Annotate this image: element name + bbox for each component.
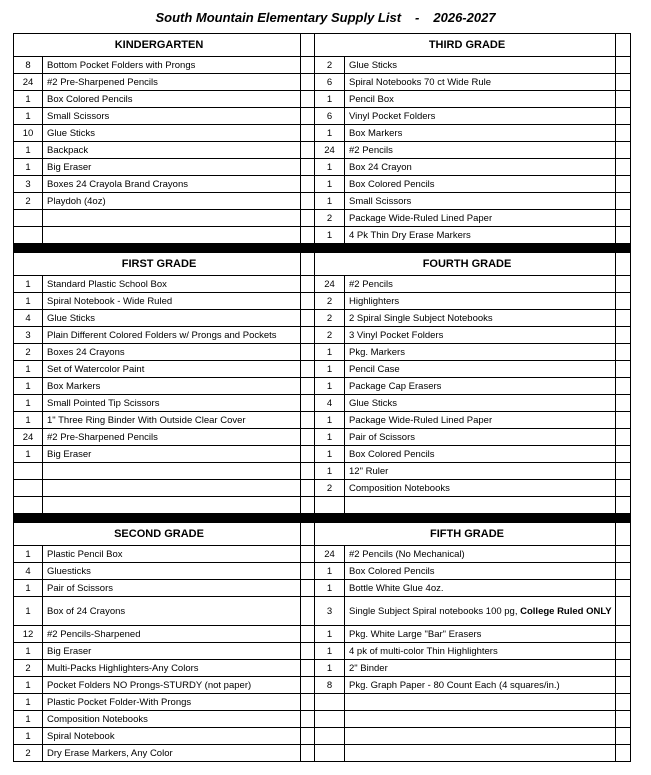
table-row: [14, 463, 631, 480]
divider-bar: [14, 514, 631, 523]
spacer-cell: [616, 344, 631, 361]
spacer-cell: [616, 412, 631, 429]
item-name: [43, 210, 301, 227]
item-name: 2" Binder: [345, 660, 616, 677]
item-name: Playdoh (4oz): [43, 193, 301, 210]
item-qty: 1: [315, 361, 345, 378]
spacer-cell: [301, 227, 315, 244]
spacer-cell: [301, 412, 315, 429]
spacer-cell: [616, 91, 631, 108]
item-qty: 8: [315, 677, 345, 694]
item-qty: 1: [14, 276, 43, 293]
school-years: 2026-2027: [433, 10, 496, 25]
spacer-cell: [301, 597, 315, 626]
item-qty: 24: [14, 74, 43, 91]
item-qty: 6: [315, 108, 345, 125]
item-name: 2 Spiral Single Subject Notebooks: [345, 310, 616, 327]
spacer-cell: [301, 210, 315, 227]
item-qty: 1: [315, 176, 345, 193]
section-header: [14, 523, 631, 546]
spacer-cell: [616, 563, 631, 580]
spacer-cell: [616, 227, 631, 244]
spacer-cell: [301, 580, 315, 597]
item-qty: 1: [14, 361, 43, 378]
spacer-cell: [301, 108, 315, 125]
item-qty: 1: [315, 446, 345, 463]
spacer-cell: [616, 523, 631, 546]
table-row: [14, 227, 631, 244]
item-name: Box Colored Pencils: [345, 563, 616, 580]
item-qty: 1: [315, 626, 345, 643]
item-name: Multi-Packs Highlighters-Any Colors: [43, 660, 301, 677]
item-qty: 1: [315, 91, 345, 108]
item-name: Backpack: [43, 142, 301, 159]
item-name: Pkg. Graph Paper - 80 Count Each (4 squares/in.): [345, 677, 616, 694]
item-name: 12" Ruler: [345, 463, 616, 480]
table-row: [14, 446, 631, 463]
item-qty: 1: [315, 429, 345, 446]
section-header: [14, 34, 631, 57]
spacer-cell: [616, 253, 631, 276]
item-name: Spiral Notebook - Wide Ruled: [43, 293, 301, 310]
table-row: [14, 378, 631, 395]
item-qty: 24: [14, 429, 43, 446]
item-name: Plastic Pencil Box: [43, 546, 301, 563]
item-name: Gluesticks: [43, 563, 301, 580]
item-name: #2 Pencils (No Mechanical): [345, 546, 616, 563]
item-name: Big Eraser: [43, 643, 301, 660]
spacer-cell: [301, 643, 315, 660]
spacer-cell: [301, 480, 315, 497]
item-name: Big Eraser: [43, 159, 301, 176]
item-name: Small Scissors: [345, 193, 616, 210]
spacer-cell: [301, 745, 315, 762]
spacer-cell: [616, 546, 631, 563]
item-name: 4 Pk Thin Dry Erase Markers: [345, 227, 616, 244]
item-qty: 1: [14, 108, 43, 125]
item-qty: [14, 497, 43, 514]
item-qty: 1: [14, 694, 43, 711]
item-qty: 1: [315, 660, 345, 677]
item-qty: 4: [14, 563, 43, 580]
item-qty: 2: [315, 293, 345, 310]
item-name: [43, 463, 301, 480]
item-name: #2 Pencils: [345, 142, 616, 159]
table-row: [14, 677, 631, 694]
spacer-cell: [301, 378, 315, 395]
spacer-cell: [616, 108, 631, 125]
spacer-cell: [301, 563, 315, 580]
item-name: Pkg. White Large "Bar" Erasers: [345, 626, 616, 643]
item-name: Bottom Pocket Folders with Prongs: [43, 57, 301, 74]
item-qty: 1: [14, 580, 43, 597]
table-row: [14, 580, 631, 597]
page-title: [0, 10, 651, 25]
item-qty: 1: [14, 142, 43, 159]
item-qty: 1: [14, 378, 43, 395]
spacer-cell: [301, 74, 315, 91]
item-qty: 1: [315, 159, 345, 176]
spacer-cell: [301, 446, 315, 463]
spacer-cell: [616, 395, 631, 412]
item-qty: 1: [14, 446, 43, 463]
spacer-cell: [301, 293, 315, 310]
item-name: Pencil Box: [345, 91, 616, 108]
spacer-cell: [301, 626, 315, 643]
item-name: [43, 480, 301, 497]
item-name: Package Wide-Ruled Lined Paper: [345, 210, 616, 227]
item-name: #2 Pencils-Sharpened: [43, 626, 301, 643]
spacer-cell: [616, 310, 631, 327]
item-name: 3 Vinyl Pocket Folders: [345, 327, 616, 344]
table-row: [14, 327, 631, 344]
item-qty: 2: [14, 344, 43, 361]
table-row: [14, 193, 631, 210]
item-qty: 24: [315, 276, 345, 293]
item-qty: 3: [315, 597, 345, 626]
spacer-cell: [616, 293, 631, 310]
item-name: #2 Pencils: [345, 276, 616, 293]
spacer-cell: [301, 125, 315, 142]
table-row: [14, 108, 631, 125]
item-qty: 1: [14, 597, 43, 626]
item-name: [345, 728, 616, 745]
item-name: Pencil Case: [345, 361, 616, 378]
item-name: Vinyl Pocket Folders: [345, 108, 616, 125]
item-qty: 1: [14, 677, 43, 694]
spacer-cell: [616, 745, 631, 762]
table-row: [14, 694, 631, 711]
item-qty: 1: [315, 193, 345, 210]
spacer-cell: [616, 142, 631, 159]
spacer-cell: [616, 361, 631, 378]
spacer-cell: [616, 694, 631, 711]
item-name: Glue Sticks: [43, 310, 301, 327]
item-name: Box Colored Pencils: [345, 176, 616, 193]
table-row: [14, 728, 631, 745]
item-name: Small Scissors: [43, 108, 301, 125]
item-qty: 1: [315, 227, 345, 244]
item-qty: 2: [14, 193, 43, 210]
item-name: Plastic Pocket Folder-With Prongs: [43, 694, 301, 711]
item-qty: 1: [14, 546, 43, 563]
item-name: [43, 227, 301, 244]
spacer-cell: [301, 193, 315, 210]
item-name: Composition Notebooks: [43, 711, 301, 728]
spacer-cell: [301, 253, 315, 276]
item-qty: 8: [14, 57, 43, 74]
spacer-cell: [616, 429, 631, 446]
item-name: Standard Plastic School Box: [43, 276, 301, 293]
spacer-cell: [616, 176, 631, 193]
section-divider: [14, 244, 631, 253]
grade-heading: FIRST GRADE: [14, 253, 301, 276]
item-qty: 1: [14, 711, 43, 728]
item-qty: 1: [315, 125, 345, 142]
item-qty: 2: [315, 310, 345, 327]
item-qty: 24: [315, 142, 345, 159]
item-qty: 4: [14, 310, 43, 327]
spacer-cell: [616, 597, 631, 626]
spacer-cell: [301, 57, 315, 74]
item-qty: 1: [14, 412, 43, 429]
item-qty: [315, 497, 345, 514]
table-row: [14, 597, 631, 626]
item-qty: 1: [315, 643, 345, 660]
item-name: [345, 711, 616, 728]
item-name: Pocket Folders NO Prongs-STURDY (not paper): [43, 677, 301, 694]
grade-heading: THIRD GRADE: [315, 34, 616, 57]
table-row: [14, 361, 631, 378]
item-name: Pair of Scissors: [43, 580, 301, 597]
spacer-cell: [616, 276, 631, 293]
spacer-cell: [301, 142, 315, 159]
spacer-cell: [301, 546, 315, 563]
item-name: Bottle White Glue 4oz.: [345, 580, 616, 597]
item-qty: [315, 728, 345, 745]
item-name-emphasis: College Ruled ONLY: [520, 605, 612, 617]
spacer-cell: [301, 463, 315, 480]
item-qty: [315, 694, 345, 711]
item-name: Composition Notebooks: [345, 480, 616, 497]
item-name: Box Markers: [43, 378, 301, 395]
spacer-cell: [616, 378, 631, 395]
table-row: [14, 711, 631, 728]
spacer-cell: [616, 159, 631, 176]
item-qty: 1: [315, 344, 345, 361]
spacer-cell: [616, 711, 631, 728]
spacer-cell: [301, 361, 315, 378]
spacer-cell: [616, 74, 631, 91]
title-separator: -: [415, 10, 420, 25]
spacer-cell: [301, 523, 315, 546]
item-qty: 1: [14, 91, 43, 108]
item-qty: [315, 745, 345, 762]
table-row: [14, 142, 631, 159]
table-row: [14, 210, 631, 227]
spacer-cell: [301, 711, 315, 728]
spacer-cell: [301, 344, 315, 361]
divider-bar: [14, 244, 631, 253]
item-name: Dry Erase Markers, Any Color: [43, 745, 301, 762]
item-name: Package Wide-Ruled Lined Paper: [345, 412, 616, 429]
grade-heading: SECOND GRADE: [14, 523, 301, 546]
item-qty: 2: [315, 480, 345, 497]
item-name: Spiral Notebooks 70 ct Wide Rule: [345, 74, 616, 91]
item-name: [345, 694, 616, 711]
item-qty: 6: [315, 74, 345, 91]
item-qty: 1: [315, 563, 345, 580]
table-row: [14, 563, 631, 580]
item-name: Box Colored Pencils: [345, 446, 616, 463]
item-name: Box of 24 Crayons: [43, 597, 301, 626]
spacer-cell: [301, 660, 315, 677]
item-name: Box Markers: [345, 125, 616, 142]
item-name: Small Pointed Tip Scissors: [43, 395, 301, 412]
spacer-cell: [616, 57, 631, 74]
item-qty: 12: [14, 626, 43, 643]
spacer-cell: [616, 580, 631, 597]
grade-heading: FIFTH GRADE: [315, 523, 616, 546]
item-qty: 24: [315, 546, 345, 563]
item-name: [345, 497, 616, 514]
item-name: 4 pk of multi-color Thin Highlighters: [345, 643, 616, 660]
item-name: Box Colored Pencils: [43, 91, 301, 108]
item-qty: 1: [315, 378, 345, 395]
table-row: [14, 546, 631, 563]
table-row: [14, 395, 631, 412]
item-qty: 1: [14, 159, 43, 176]
section-header: [14, 253, 631, 276]
item-name: [345, 745, 616, 762]
spacer-cell: [616, 463, 631, 480]
spacer-cell: [616, 446, 631, 463]
item-qty: 2: [315, 210, 345, 227]
grade-heading: FOURTH GRADE: [315, 253, 616, 276]
spacer-cell: [301, 310, 315, 327]
item-name: #2 Pre-Sharpened Pencils: [43, 429, 301, 446]
table-row: [14, 293, 631, 310]
item-qty: [315, 711, 345, 728]
item-qty: 1: [315, 580, 345, 597]
spacer-cell: [616, 480, 631, 497]
table-row: [14, 276, 631, 293]
item-name-text: Single Subject Spiral notebooks 100 pg,: [349, 605, 521, 617]
section-divider: [14, 514, 631, 523]
table-row: [14, 176, 631, 193]
item-name: Pair of Scissors: [345, 429, 616, 446]
spacer-cell: [616, 677, 631, 694]
item-qty: 2: [14, 745, 43, 762]
item-name: Pkg. Markers: [345, 344, 616, 361]
table-row: [14, 74, 631, 91]
spacer-cell: [301, 395, 315, 412]
item-qty: 2: [315, 327, 345, 344]
spacer-cell: [301, 694, 315, 711]
item-name: Boxes 24 Crayons: [43, 344, 301, 361]
item-qty: 1: [14, 293, 43, 310]
school-title: South Mountain Elementary Supply List: [155, 10, 402, 25]
item-name: Package Cap Erasers: [345, 378, 616, 395]
spacer-cell: [301, 176, 315, 193]
item-name: Spiral Notebook: [43, 728, 301, 745]
spacer-cell: [301, 91, 315, 108]
item-qty: [14, 463, 43, 480]
grade-heading: KINDERGARTEN: [14, 34, 301, 57]
item-name: Glue Sticks: [345, 57, 616, 74]
item-qty: 1: [14, 643, 43, 660]
spacer-cell: [616, 210, 631, 227]
item-qty: 4: [315, 395, 345, 412]
spacer-cell: [616, 728, 631, 745]
item-name: 1" Three Ring Binder With Outside Clear Cover: [43, 412, 301, 429]
item-qty: 1: [14, 728, 43, 745]
item-qty: [14, 210, 43, 227]
table-row: [14, 91, 631, 108]
item-qty: 2: [315, 57, 345, 74]
spacer-cell: [301, 276, 315, 293]
table-row: [14, 57, 631, 74]
item-qty: 10: [14, 125, 43, 142]
table-row: [14, 344, 631, 361]
spacer-cell: [616, 497, 631, 514]
table-row: [14, 660, 631, 677]
table-row: [14, 626, 631, 643]
spacer-cell: [301, 497, 315, 514]
item-name: Plain Different Colored Folders w/ Prongs and Pockets: [43, 327, 301, 344]
table-row: [14, 480, 631, 497]
spacer-cell: [301, 34, 315, 57]
spacer-cell: [616, 643, 631, 660]
item-qty: 3: [14, 176, 43, 193]
item-name: Glue Sticks: [345, 395, 616, 412]
spacer-cell: [301, 677, 315, 694]
spacer-cell: [616, 125, 631, 142]
item-name: [43, 497, 301, 514]
spacer-cell: [301, 159, 315, 176]
item-name: Glue Sticks: [43, 125, 301, 142]
spacer-cell: [616, 34, 631, 57]
supply-table: [13, 33, 631, 762]
spacer-cell: [616, 626, 631, 643]
item-name: Big Eraser: [43, 446, 301, 463]
table-row: [14, 745, 631, 762]
item-qty: 1: [14, 395, 43, 412]
table-row: [14, 125, 631, 142]
spacer-cell: [616, 193, 631, 210]
item-name: Set of Watercolor Paint: [43, 361, 301, 378]
spacer-cell: [301, 429, 315, 446]
table-row: [14, 412, 631, 429]
item-name: Box 24 Crayon: [345, 159, 616, 176]
item-name: [345, 597, 616, 626]
table-row: [14, 497, 631, 514]
item-name: Boxes 24 Crayola Brand Crayons: [43, 176, 301, 193]
item-name: Highlighters: [345, 293, 616, 310]
table-row: [14, 429, 631, 446]
item-qty: 3: [14, 327, 43, 344]
table-row: [14, 310, 631, 327]
item-qty: 1: [315, 412, 345, 429]
spacer-cell: [301, 327, 315, 344]
item-qty: 2: [14, 660, 43, 677]
item-qty: [14, 227, 43, 244]
table-row: [14, 159, 631, 176]
item-qty: [14, 480, 43, 497]
spacer-cell: [616, 327, 631, 344]
item-qty: 1: [315, 463, 345, 480]
spacer-cell: [301, 728, 315, 745]
item-name: #2 Pre-Sharpened Pencils: [43, 74, 301, 91]
table-row: [14, 643, 631, 660]
spacer-cell: [616, 660, 631, 677]
